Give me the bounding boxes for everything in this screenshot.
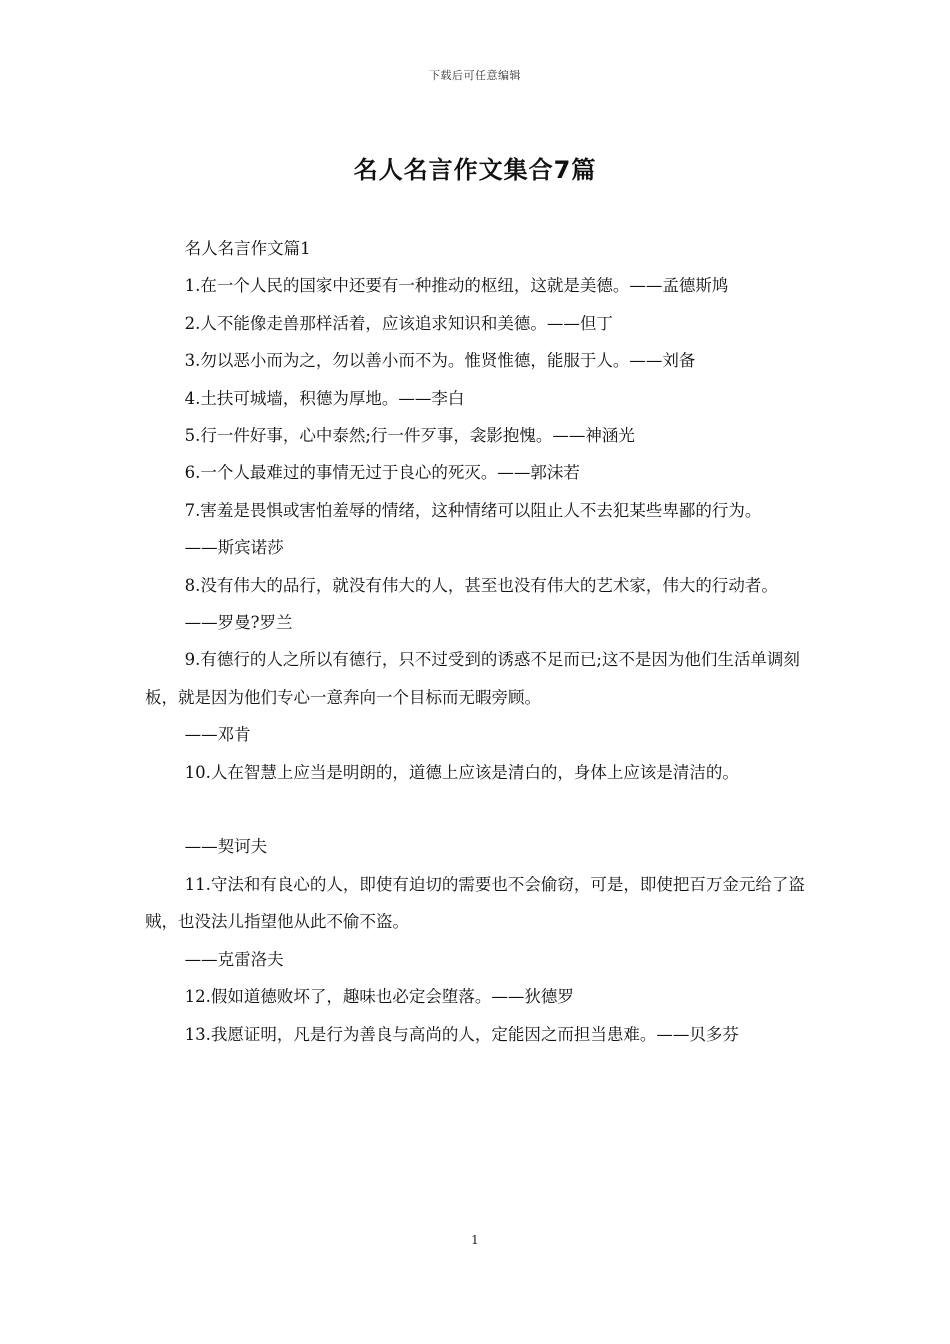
quote-paragraph: 2.人不能像走兽那样活着，应该追求知识和美德。——但丁 (184, 313, 613, 333)
document-title: 名人名言作文集合7篇 (353, 156, 597, 184)
quote-paragraph: 3.勿以恶小而为之，勿以善小而不为。惟贤惟德，能服于人。——刘备 (184, 351, 696, 371)
blank-line (145, 791, 815, 828)
quote-paragraph: 11.守法和有良心的人，即使有迫切的需要也不会偷窃，可是，即使把百万金元给了盗贼，也没法儿指望他从此不偷不盗。 (145, 874, 805, 932)
quote-paragraph: 4.土扶可城墙，积德为厚地。——李白 (184, 388, 465, 408)
quote-paragraph: 7.害羞是畏惧或害怕羞辱的情绪，这种情绪可以阻止人不去犯某些卑鄙的行为。 (184, 500, 762, 520)
quote-paragraph: 12.假如道德败坏了，趣味也必定会堕落。——狄德罗 (184, 987, 574, 1007)
quote-attribution: ——斯宾诺莎 (184, 538, 284, 558)
quote-attribution: ——罗曼?罗兰 (184, 613, 293, 633)
document-body (145, 230, 815, 1053)
quote-paragraph: 9.有德行的人之所以有德行，只不过受到的诱惑不足而已;这不是因为他们生活单调刻板，就是因为他们专心一意奔向一个目标而无暇旁顾。 (145, 650, 800, 707)
quote-paragraph: 10.人在智慧上应当是明朗的，道德上应该是清白的，身体上应该是清洁的。 (184, 762, 739, 782)
quote-attribution: ——契诃夫 (184, 837, 268, 857)
quote-paragraph: 8.没有伟大的品行，就没有伟大的人，甚至也没有伟大的艺术家，伟大的行动者。 (184, 575, 778, 595)
section-heading: 名人名言作文篇1 (184, 239, 311, 258)
quote-attribution: ——邓肯 (184, 725, 251, 745)
page-number: 1 (471, 1233, 479, 1247)
quote-paragraph: 1.在一个人民的国家中还要有一种推动的枢纽，这就是美德。——孟德斯鸠 (184, 276, 729, 296)
quote-paragraph: 6.一个人最难过的事情无过于良心的死灭。——郭沫若 (184, 463, 580, 483)
quote-paragraph: 13.我愿证明，凡是行为善良与高尚的人，定能因之而担当患难。——贝多芬 (184, 1024, 739, 1044)
quote-paragraph: 5.行一件好事，心中泰然;行一件歹事，衾影抱愧。——神涵光 (184, 426, 635, 446)
quote-attribution: ——克雷洛夫 (184, 949, 284, 969)
header-note: 下载后可任意编辑 (429, 69, 521, 82)
